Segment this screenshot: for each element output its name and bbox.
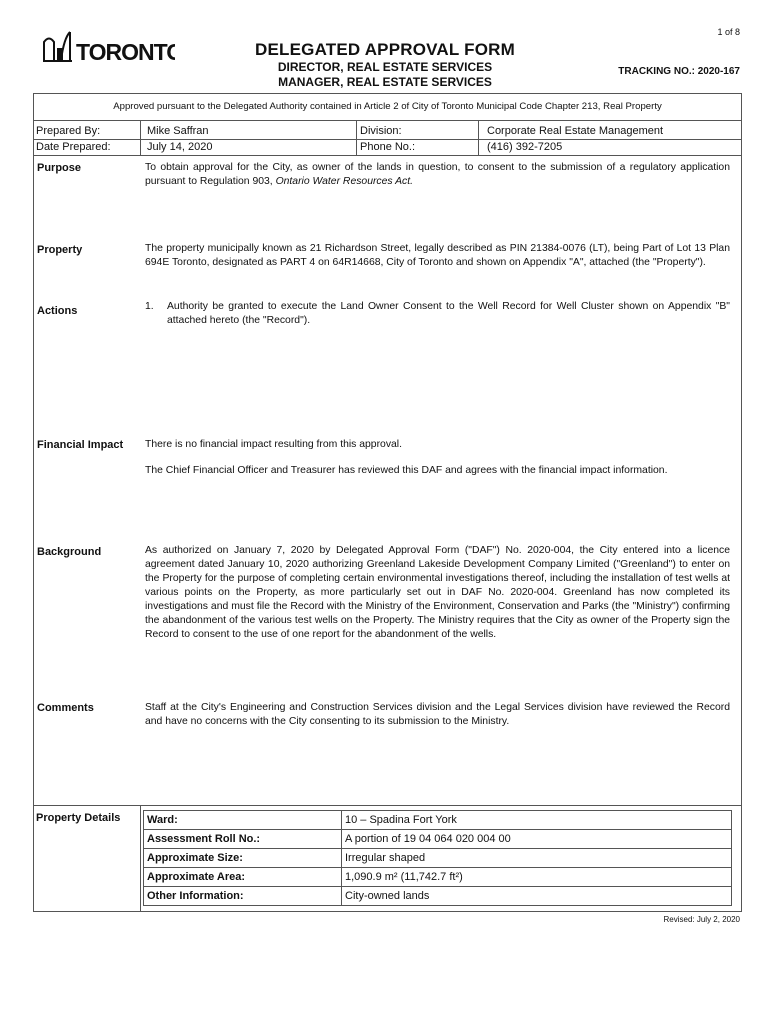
division-value: Corporate Real Estate Management	[487, 125, 664, 137]
action-text: Authority be granted to execute the Land Owner Consent to the Well Record for Well Cluster shown on Appendix "B" attached hereto (the "Record").	[167, 301, 730, 326]
property-label: Property	[37, 244, 83, 256]
approximate-size-label: Approximate Size:	[144, 849, 342, 868]
date-prepared-label: Date Prepared:	[36, 141, 111, 153]
phone-label: Phone No.:	[360, 141, 416, 153]
form-subtitle-director: DIRECTOR, REAL ESTATE SERVICES	[277, 60, 493, 74]
approximate-area-label: Approximate Area:	[144, 868, 342, 887]
property-details-table	[143, 810, 732, 906]
page-number: 1 of 8	[717, 27, 740, 37]
property-text: The property municipally known as 21 Richardson Street, legally described as PIN 21384-0076 (LT), being Part of Lot 13 Plan 694E Toronto, designated as PART 4 on 64R14668, City of Toronto and shown on Appendix "A", attached (the "Property").	[145, 243, 730, 268]
divider	[33, 155, 742, 156]
revised-date: Revised: July 2, 2020	[663, 915, 740, 924]
comments-text: Staff at the City's Engineering and Construction Services division and the Legal Services division have reviewed the Record and have no concerns with the City consenting to its submission to the Ministry.	[145, 702, 730, 727]
assessment-roll-value: A portion of 19 04 064 020 004 00	[342, 830, 732, 849]
background-label: Background	[37, 546, 102, 558]
divider	[140, 805, 141, 912]
assessment-roll-label: Assessment Roll No.:	[144, 830, 342, 849]
approximate-area-value: 1,090.9 m² (11,742.7 ft²)	[342, 868, 732, 887]
financial-impact-text: There is no financial impact resulting from this approval.	[145, 439, 402, 450]
date-prepared-value: July 14, 2020	[147, 141, 213, 153]
approval-authority-text: Approved pursuant to the Delegated Authority contained in Article 2 of City of Toronto Municipal Code Chapter 213, Real Property	[113, 101, 662, 112]
logo-text: TORONTO	[76, 39, 175, 65]
other-information-value: City-owned lands	[342, 887, 732, 906]
table-row	[144, 830, 732, 849]
division-label: Division:	[360, 125, 402, 137]
divider	[478, 120, 479, 155]
form-subtitle-manager: MANAGER, REAL ESTATE SERVICES	[278, 75, 492, 89]
table-row	[144, 887, 732, 906]
financial-review-text: The Chief Financial Officer and Treasurer has reviewed this DAF and agrees with the financial impact information.	[145, 465, 668, 476]
toronto-logo	[40, 26, 175, 70]
table-row	[144, 811, 732, 830]
form-title: DELEGATED APPROVAL FORM	[255, 40, 515, 59]
ward-value: 10 – Spadina Fort York	[342, 811, 732, 830]
purpose-text: To obtain approval for the City, as owner of the lands in question, to consent to the submission of a regulatory application pursuant to Regulation 903, Ontario Water Resources Act.	[145, 162, 730, 187]
financial-impact-label: Financial Impact	[37, 439, 124, 451]
prepared-by-value: Mike Saffran	[147, 125, 209, 137]
background-text: As authorized on January 7, 2020 by Delegated Approval Form ("DAF") No. 2020-004, the City entered into a licence agreement dated January 10, 2020 authorizing Greenland Lakeside Development Company Limited ("Greenland") to enter on the Property for the purpose of completing certain environmental investigations thereof, including the installation of test wells at various points on the Property, as more particularly set out in DAF No. 2020-004. Greenland has now completed its investigations and must file the Record with the Ministry of the Environment, Conservation and Parks (the "Ministry") confirming the abandonment of the various test wells on the Property. The Ministry requires that the City as owner of the Property sign the Record to consent to the use of one report for the abandonment of the wells.	[145, 545, 730, 640]
action-number: 1.	[145, 301, 154, 312]
divider	[356, 120, 357, 155]
city-hall-icon	[40, 26, 175, 70]
table-row	[144, 868, 732, 887]
prepared-by-label: Prepared By:	[36, 125, 101, 137]
property-details-label: Property Details	[36, 812, 121, 824]
comments-label: Comments	[37, 702, 94, 714]
actions-label: Actions	[37, 305, 78, 317]
table-row	[144, 849, 732, 868]
phone-value: (416) 392-7205	[487, 141, 563, 153]
purpose-label: Purpose	[37, 162, 82, 174]
other-information-label: Other Information:	[144, 887, 342, 906]
form-box	[33, 93, 742, 912]
tracking-number: TRACKING NO.: 2020-167	[618, 66, 740, 77]
ward-label: Ward:	[144, 811, 342, 830]
divider	[140, 120, 141, 155]
approximate-size-value: Irregular shaped	[342, 849, 732, 868]
